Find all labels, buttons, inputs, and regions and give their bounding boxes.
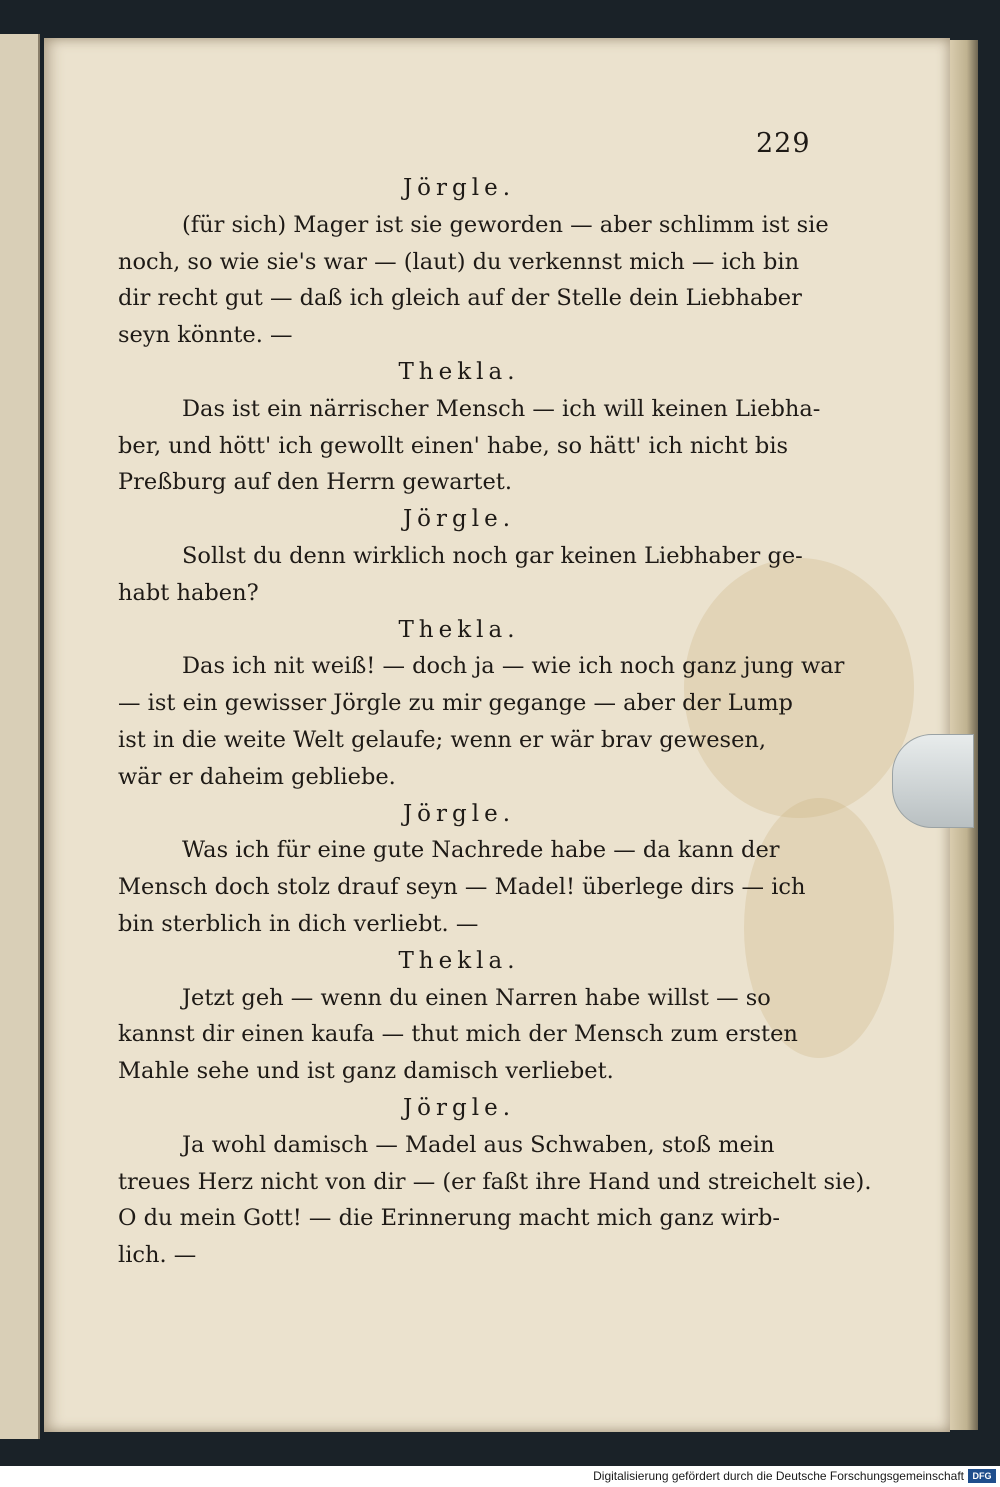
text-line: Ja wohl damisch — Madel aus Schwaben, stoß mein xyxy=(182,1131,775,1158)
speaker-name: Jörgle. xyxy=(402,800,516,827)
text-line: O du mein Gott! — die Erinnerung macht mich ganz wirb- xyxy=(118,1205,780,1232)
funding-notice: Digitalisierung gefördert durch die Deutsche Forschungsgemeinschaft xyxy=(593,1469,964,1483)
speech-paragraph xyxy=(118,832,806,942)
speaker-name: Jörgle. xyxy=(402,1094,516,1121)
speaker-name: Jörgle. xyxy=(402,175,516,201)
speech-paragraph xyxy=(118,648,845,795)
text-line: ber, und hött' ich gewollt einen' habe, so hätt' ich nicht bis xyxy=(118,432,789,459)
speaker-name: Thekla. xyxy=(398,358,520,385)
text-line: Das ist ein närrischer Mensch — ich will keinen Liebha- xyxy=(182,395,821,422)
text-line: treues Herz nicht von dir — (er faßt ihre Hand und streichelt sie). xyxy=(118,1168,872,1195)
footer xyxy=(0,1466,1000,1487)
speaker-name: Jörgle. xyxy=(402,506,516,533)
text-line: Jetzt geh — wenn du einen Narren habe willst — so xyxy=(182,984,771,1011)
page-number: 229 xyxy=(756,128,811,159)
text-line: seyn könnte. — xyxy=(118,322,293,349)
speech-paragraph xyxy=(118,538,803,612)
text-line: dir recht gut — daß ich gleich auf der Stelle dein Liebhaber xyxy=(118,285,802,312)
page-clip xyxy=(892,734,974,828)
speaker-name: Thekla. xyxy=(398,616,520,643)
speech-paragraph xyxy=(118,1127,872,1274)
dfg-logo: DFG xyxy=(968,1469,996,1483)
speech-paragraph xyxy=(118,207,829,354)
text-line: Mahle sehe und ist ganz damisch verliebet. xyxy=(118,1058,614,1085)
text-line: Mensch doch stolz drauf seyn — Madel! überlege dirs — ich xyxy=(118,874,806,901)
left-page-edge xyxy=(0,34,40,1439)
text-line: (für sich) Mager ist sie geworden — aber schlimm ist sie xyxy=(182,211,829,238)
speaker-name: Thekla. xyxy=(398,947,520,974)
speech-paragraph xyxy=(118,391,821,501)
text-line: Was ich für eine gute Nachrede habe — da kann der xyxy=(182,837,780,864)
text-line: noch, so wie sie's war — (laut) du verkennst mich — ich bin xyxy=(118,248,800,275)
text-line: wär er daheim gebliebe. xyxy=(118,763,396,790)
text-line: habt haben? xyxy=(118,579,259,606)
text-line: Sollst du denn wirklich noch gar keinen Liebhaber ge- xyxy=(182,542,803,569)
text-line: kannst dir einen kaufa — thut mich der Mensch zum ersten xyxy=(118,1021,798,1048)
text-line: bin sterblich in dich verliebt. — xyxy=(118,910,479,937)
text-line: Das ich nit weiß! — doch ja — wie ich noch ganz jung war xyxy=(182,653,845,680)
page-text xyxy=(118,170,872,1274)
text-line: Preßburg auf den Herrn gewartet. xyxy=(118,469,512,496)
text-line: — ist ein gewisser Jörgle zu mir gegange — aber der Lump xyxy=(118,690,793,717)
text-line: lich. — xyxy=(118,1242,197,1269)
speech-paragraph xyxy=(118,980,800,1090)
text-line: ist in die weite Welt gelaufe; wenn er wär brav gewesen, xyxy=(118,726,767,753)
